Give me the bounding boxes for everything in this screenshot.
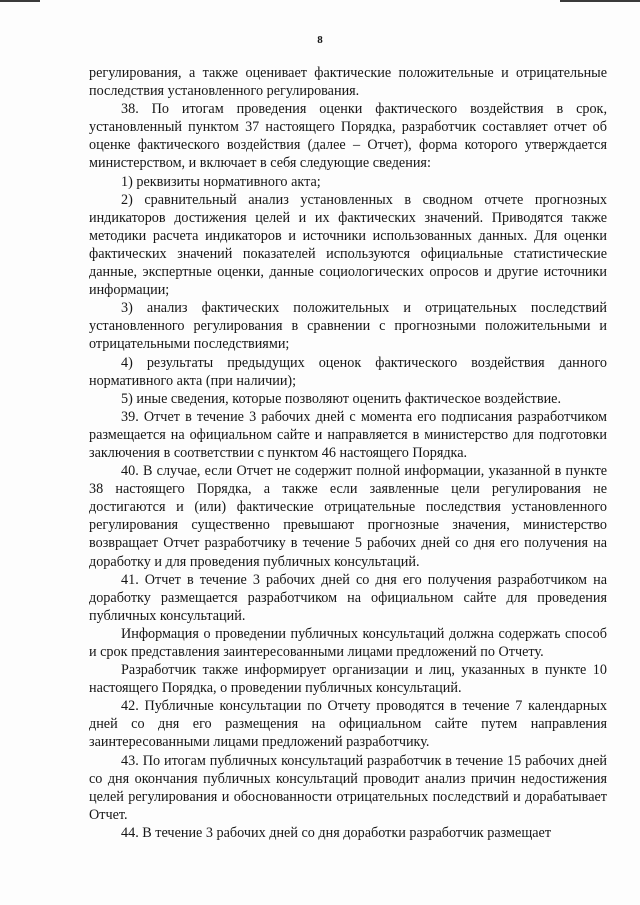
- scan-edge-rule-right: [560, 0, 640, 2]
- paragraph-42: 42. Публичные консультации по Отчету проводятся в течение 7 календарных дней со дня его размещения на официальном сайте путем направления заинтересованными лицами предложений разработчику.: [89, 698, 607, 751]
- paragraph-40: 40. В случае, если Отчет не содержит полной информации, указанной в пункте 38 настоящего Порядка, а также если заявленные цели регулирования не достигаются и (или) фактические отрицательные последствия установленного регулирования существенно превышают прогнозные значения, министерство возвращает Отчет разработчику в течение 5 рабочих дней со дня его получения на доработку и для проведения публичных консультаций.: [89, 463, 607, 570]
- page-number: 8: [317, 34, 323, 46]
- paragraph-41-info: Информация о проведении публичных консультаций должна содержать способ и срок представления заинтересованными лицами предложений по Отчету.: [89, 625, 607, 660]
- list-item-2: 2) сравнительный анализ установленных в сводном отчете прогнозных индикаторов достижения целей и их фактических значений. Приводятся также методики расчета индикаторов и источники использованных данных. Для оценки фактических значений показателей используются официальные статистические данные, экспертные оценки, данные социологических опросов и другие источники информации;: [89, 191, 607, 299]
- list-item-4: 4) результаты предыдущих оценок фактического воздействия данного нормативного акта (при наличии);: [89, 354, 607, 389]
- list-item-3: 3) анализ фактических положительных и отрицательных последствий установленного регулирования в сравнении с прогнозными положительными и отрицательными последствиями;: [89, 300, 607, 353]
- paragraph-39: 39. Отчет в течение 3 рабочих дней с момента его подписания разработчиком размещается на официальном сайте и направляется в министерство для подготовки заключения в соответствии с пунктом 46 настоящего Порядка.: [89, 408, 607, 461]
- paragraph-41: 41. Отчет в течение 3 рабочих дней со дня его получения разработчиком на доработку размещается разработчиком на официальном сайте для проведения публичных консультаций.: [89, 571, 607, 624]
- scan-edge-rule-left: [0, 0, 40, 2]
- list-item-5: 5) иные сведения, которые позволяют оценить фактическое воздействие.: [121, 390, 562, 407]
- paragraph-44: 44. В течение 3 рабочих дней со дня доработки разработчик размещает: [121, 824, 552, 841]
- list-item-1: 1) реквизиты нормативного акта;: [121, 173, 321, 190]
- paragraph-38: 38. По итогам проведения оценки фактического воздействия в срок, установленный пунктом 37 настоящего Порядка, разработчик составляет отчет об оценке фактического воздействия (далее – Отчет), форма которого утверждается министерством, и включает в себя следующие сведения:: [89, 101, 607, 172]
- paragraph-continuation: регулирования, а также оценивает фактические положительные и отрицательные последствия установленного регулирования.: [89, 65, 607, 100]
- paragraph-43: 43. По итогам публичных консультаций разработчик в течение 15 рабочих дней со дня окончания публичных консультаций проводит анализ причин недостижения целей регулирования и обоснованности отрицательных последствий и дорабатывает Отчет.: [89, 752, 607, 823]
- paragraph-41-notify: Разработчик также информирует организации и лиц, указанных в пункте 10 настоящего Порядка, о проведении публичных консультаций.: [89, 662, 607, 697]
- document-body: [89, 64, 607, 842]
